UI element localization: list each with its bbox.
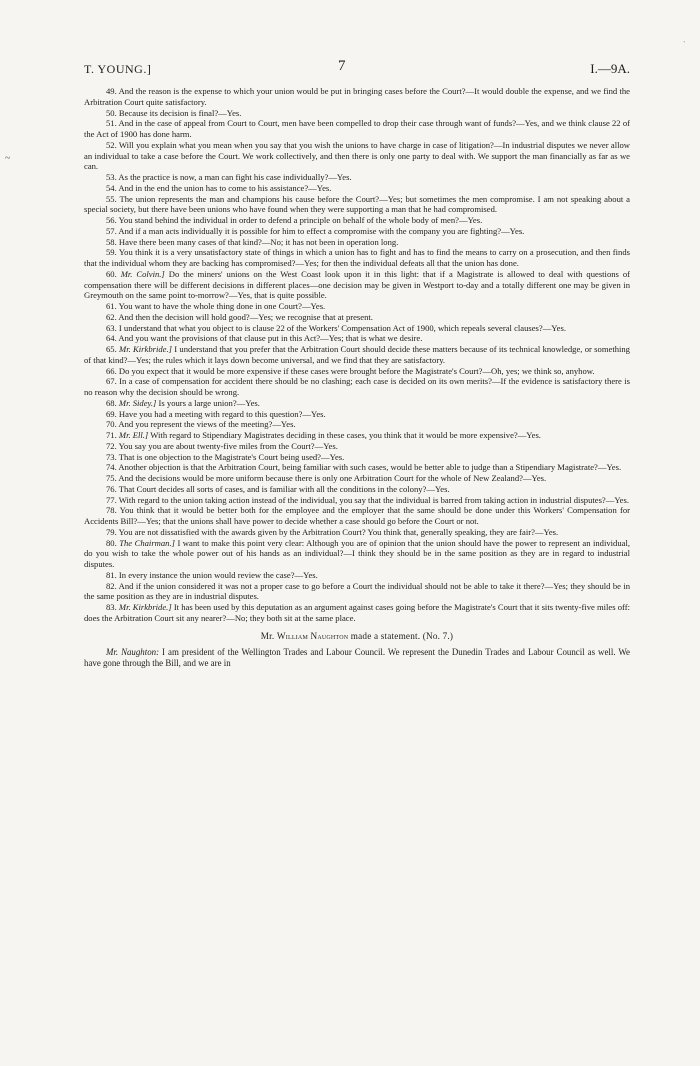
paragraph-text: 76. That Court decides all sorts of cases, and is familiar with all the conditions in the colony?—Yes.: [106, 483, 450, 494]
questioner-name: Mr. Kirkbride.]: [119, 344, 172, 354]
question-answer-paragraph: [84, 172, 630, 183]
paragraph-text: 61. You want to have the whole thing done in one Court?—Yes.: [106, 301, 326, 311]
question-answer-paragraph: [84, 301, 630, 312]
question-answer-paragraph: [84, 215, 630, 226]
question-answer-paragraph: [84, 86, 630, 108]
paragraph-text: Is yours a large union?—Yes.: [156, 397, 260, 408]
question-answer-paragraph: [84, 452, 630, 463]
paragraph-text: 73. That is one objection to the Magistrate's Court being used?—Yes.: [106, 451, 345, 462]
document-page: [84, 60, 630, 670]
question-answer-paragraph: [84, 538, 630, 570]
paragraph-text: 77. With regard to the union taking action instead of the individual, you say that the individual is barred from taking action in industrial disputes?—Yes.: [106, 494, 629, 505]
question-answer-paragraph: [84, 602, 630, 624]
question-answer-paragraph: [84, 462, 630, 473]
paragraph-text: 81. In every instance the union would review the case?—Yes.: [106, 569, 318, 580]
paragraph-number: 60.: [106, 268, 117, 279]
question-answer-paragraph: [84, 194, 630, 216]
question-answer-paragraph: [84, 333, 630, 344]
paragraph-text: 64. And you want the provisions of that clause put in this Act?—Yes; that is what we desire.: [106, 333, 423, 344]
questioner-name: Mr. Sidey.]: [118, 397, 157, 408]
paragraph-text: 74. Another objection is that the Arbitration Court, being familiar with such cases, would be better able to judge than a Stipendiary Magistrate?—Yes.: [106, 462, 622, 473]
paragraph-text: 56. You stand behind the individual in order to defend a principle on behalf of the whole body of men?—Yes.: [106, 215, 483, 225]
paragraph-text: 62. And then the decision will hold good?—Yes; we recognise that at present.: [106, 311, 373, 322]
question-answer-paragraph: [84, 366, 630, 377]
paragraph-text: 55. The union represents the man and champions his cause before the Court?—Yes; but sometimes the men compromise. I am not speaking about a special society, but there have been unions who have found when they were supporting a man that he had compromised.: [84, 193, 630, 215]
paragraph-number: 71.: [106, 430, 117, 440]
question-answer-paragraph: [84, 441, 630, 452]
question-answer-paragraph: [84, 118, 630, 140]
statement-paragraph: [84, 647, 630, 670]
paragraph-text: With regard to Stipendiary Magistrates deciding in these cases, you think that it would be more expensive?—Yes.: [148, 430, 541, 440]
question-answer-paragraph: [84, 108, 630, 119]
question-answer-paragraph: [84, 376, 630, 398]
question-answer-paragraph: [84, 323, 630, 334]
statement-speaker: Mr. Naughton:: [106, 646, 160, 657]
question-answer-paragraph: [84, 237, 630, 248]
margin-mark: ~: [5, 153, 11, 164]
question-answer-paragraph: [84, 226, 630, 237]
evidence-paragraphs: [84, 86, 630, 624]
paragraph-text: 69. Have you had a meeting with regard to this question?—Yes.: [106, 408, 326, 419]
question-answer-paragraph: [84, 484, 630, 495]
page-number: 7: [338, 58, 346, 74]
paragraph-text: Do the miners' unions on the West Coast look upon it in this light: that if a Magistrate is allowed to deal with questions of compensation there will be different decisions in different places—one decision may be given in Westport to-day and a totally different one may be given in Greymouth on the same point to-morrow?—Yes, that is quite possible.: [84, 268, 630, 301]
paragraph-text: 72. You say you are about twenty-five miles from the Court?—Yes.: [106, 440, 338, 451]
question-answer-paragraph: [84, 419, 630, 430]
paragraph-text: 82. And if the union considered it was not a proper case to go before a Court the individual should not be able to take it there?—Yes; they should be in the same position as they are in industrial disputes.: [84, 580, 630, 602]
paragraph-text: 59. You think it is a very unsatisfactory state of things in which a union has to fight and has to find the means to carry on a prosecution, and then finds that the individual whom they are backing has compromised?—Yes; for then the individual defeats all that the union has done.: [84, 247, 630, 268]
paragraph-text: 52. Will you explain what you mean when you say that you wish the unions to have charge in case of litigation?—In industrial disputes we never allow an individual to take a case before the Court. We work collectively, and then there is only one party to deal with. We support the man financially as far as we can.: [84, 139, 630, 172]
paragraph-text: 49. And the reason is the expense to which your union would be put in bringing cases before the Court?—It would double the expense, and we find the Arbitration Court quite satisfactory.: [84, 86, 630, 107]
document-reference: I.—9A.: [590, 61, 630, 76]
statement-heading: [84, 631, 630, 641]
paragraph-text: 53. As the practice is now, a man can fight his case individually?—Yes.: [106, 172, 352, 182]
question-answer-paragraph: [84, 140, 630, 172]
running-head-left: T. YOUNG.]: [84, 62, 152, 76]
paragraph-text: 58. Have there been many cases of that kind?—No; it has not been in operation long.: [106, 236, 399, 247]
question-answer-paragraph: [84, 570, 630, 581]
paragraph-text: I understand that you prefer that the Arbitration Court should decide these matters because of its technical knowledge, or something of that kind?—Yes; the rules which it lays down become universal, and we find that they are satisfactory.: [84, 344, 630, 365]
paragraph-text: 63. I understand that what you object to is clause 22 of the Workers' Compensation Act of 1900, which repeals several clauses?—Yes.: [106, 322, 566, 333]
paragraph-number: 83.: [106, 602, 117, 612]
paragraph-number: 65.: [106, 344, 117, 354]
questioner-name: Mr. Kirkbride.]: [118, 602, 172, 612]
page-header: [84, 60, 630, 82]
heading-prefix: Mr.: [260, 630, 275, 641]
paragraph-text: 79. You are not dissatisfied with the awards given by the Arbitration Court? You think that, generally speaking, they are fair?—Yes.: [106, 526, 559, 537]
question-answer-paragraph: [84, 505, 630, 527]
corner-mark: `: [683, 40, 686, 49]
paragraph-text: 70. And you represent the views of the meeting?—Yes.: [106, 419, 296, 430]
paragraph-text: 50. Because its decision is final?—Yes.: [106, 107, 242, 118]
witness-name: William Naughton: [276, 630, 349, 641]
question-answer-paragraph: [84, 312, 630, 323]
question-answer-paragraph: [84, 247, 630, 269]
paragraph-text: 78. You think that it would be better both for the employee and the employer that the same should be done under this Workers' Compensation for Accidents Bill?—Yes; that the unions shall have power to decide whether a case should go before the Court or not.: [84, 505, 630, 526]
paragraph-number: 68.: [106, 397, 117, 408]
paragraph-text: 51. And in the case of appeal from Court to Court, men have been compelled to drop their case through want of funds?—Yes, and we think clause 22 of the Act of 1900 has done harm.: [84, 118, 630, 139]
question-answer-paragraph: [84, 269, 630, 301]
statement-text: I am president of the Wellington Trades and Labour Council. We represent the Dunedin Trades and Labour Council as well. We have gone through the Bill, and we are in: [84, 646, 631, 668]
question-answer-paragraph: [84, 581, 630, 603]
paragraph-text: I want to make this point very clear: Although you are of opinion that the union should have the power to represent an individual, do you wish to take the whole power out of his hands as an individual?—I think they should be in the same position as they are in regard to industrial disputes.: [84, 537, 630, 569]
question-answer-paragraph: [84, 344, 630, 366]
question-answer-paragraph: [84, 409, 630, 420]
paragraph-text: 54. And in the end the union has to come to his assistance?—Yes.: [106, 182, 332, 193]
questioner-name: Mr. Colvin.]: [120, 268, 165, 279]
paragraph-text: 75. And the decisions would be more uniform because there is only one Arbitration Court for the whole of New Zealand?—Yes.: [106, 473, 547, 483]
question-answer-paragraph: [84, 183, 630, 194]
question-answer-paragraph: [84, 495, 630, 506]
paragraph-text: 67. In a case of compensation for accident there should be no clashing; each case is decided on its own merits?—If the evidence is satisfactory there is no reason why the decision should be wrong.: [84, 376, 630, 397]
question-answer-paragraph: [84, 398, 630, 409]
question-answer-paragraph: [84, 527, 630, 538]
paragraph-text: 66. Do you expect that it would be more expensive if these cases were brought before the Magistrate's Court?—Oh, yes; we think so, anyhow.: [106, 365, 595, 376]
paragraph-text: It has been used by this deputation as an argument against cases going before the Magistrate's Court that it sits twenty-five miles off: does the Arbitration Court sit any nearer?—No; they both sit at the same place.: [84, 602, 630, 623]
questioner-name: The Chairman.]: [119, 537, 175, 548]
question-answer-paragraph: [84, 430, 630, 441]
questioner-name: Mr. Ell.]: [118, 430, 149, 440]
paragraph-text: 57. And if a man acts individually it is possible for him to effect a compromise with the company you are fighting?—Yes.: [106, 225, 525, 236]
question-answer-paragraph: [84, 473, 630, 484]
heading-suffix: made a statement. (No. 7.): [350, 630, 454, 641]
paragraph-number: 80.: [106, 537, 117, 548]
